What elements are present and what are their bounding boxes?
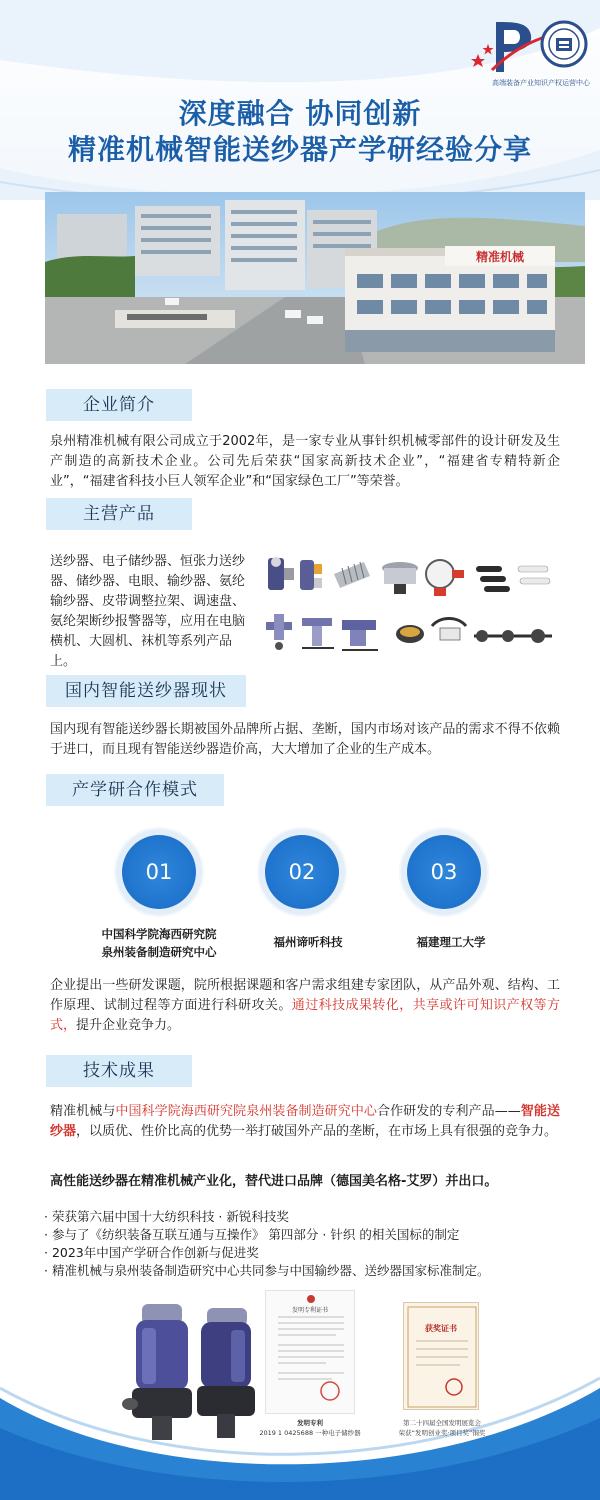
partner-name-1-line1: 中国科学院海西研究院	[101, 927, 217, 941]
product-electronic-storage-icon	[382, 562, 418, 594]
partner-name-1	[64, 925, 254, 961]
factory-sign: 精准机械	[475, 250, 525, 264]
section-header-products: 主营产品	[46, 498, 192, 530]
award-certificate-title: 获奖证书	[425, 1324, 457, 1333]
results-text-a: 精准机械与	[50, 1104, 116, 1119]
partner-name-3: 福建理工大学	[416, 935, 486, 949]
product-storage-feeder-icon	[334, 562, 370, 588]
product-yarn-feeder-2-icon	[300, 560, 322, 590]
section-header-results: 技术成果	[46, 1055, 192, 1087]
product-yarn-feeder-1-icon	[268, 557, 294, 590]
partner-name-1-line2: 泉州装备制造研究中心	[101, 945, 217, 959]
achievement-item: · 精准机械与泉州装备制造研究中心共同参与中国输纱器、送纱器国家标准制定。	[44, 1262, 574, 1280]
header-banner	[0, 0, 600, 200]
product-feeder-blue-1-icon	[266, 614, 292, 650]
award-caption-2-text: 荣获“发明创业奖·项目奖”铜奖	[398, 1429, 486, 1437]
results-product-highlight: 智能送纱器	[50, 1104, 560, 1139]
award-certificate	[403, 1302, 479, 1410]
page-title-line2: 精准机械智能送纱器产学研经验分享	[67, 133, 532, 166]
intro-text: 泉州精准机械有限公司成立于2002年，是一家专业从事针织机械零部件的设计研发及生产制造的高新技术企业。公司先后荣获“国家高新技术企业”，“福建省专精特新企业”，“福建省科技小巨人领军企业”和“国家绿色工厂”等荣誉。	[50, 434, 560, 489]
product-sensor-icon	[432, 619, 466, 641]
results-bold-statement: 高性能送纱器在精准机械产业化，替代进口品牌（德国美名格-艾罗）并出口。	[50, 1174, 498, 1189]
status-text: 国内现有智能送纱器长期被国外品牌所占据、垄断，国内市场对该产品的需求不得不依赖于进口，而且现有智能送纱器造价高，大大增加了企业的生产成本。	[50, 722, 560, 757]
page-title-line1: 深度融合 协同创新	[178, 97, 422, 130]
results-text	[50, 1102, 560, 1142]
product-speed-disc-icon	[396, 625, 424, 643]
patent-caption-1: 发明专利	[297, 1419, 323, 1427]
cooperation-text-a: 企业提出一些研发课题，院所根据课题和客户需求组建专家团队，从产品外观、结构、工作原理、试制过程等方面进行科研攻关。	[50, 978, 560, 1013]
cooperation-text-highlight: 通过科技成果转化，共享或许可知识产权等方式，	[50, 998, 560, 1033]
results-partner-highlight: 中国科学院海西研究院泉州装备制造研究中心	[115, 1104, 377, 1119]
achievement-item: · 2023年中国产学研合作创新与促进奖	[44, 1244, 574, 1262]
results-text-c: ，以质优、性价比高的优势一举打破国外产品的垄断，在市场上具有很强的竞争力。	[76, 1124, 558, 1139]
section-header-status: 国内智能送纱器现状	[46, 675, 246, 707]
patent-certificate-title: 发明专利证书	[291, 1307, 328, 1314]
factory-photo	[45, 192, 585, 364]
patent-caption-2: 2019 1 0425688 一种电子储纱器	[259, 1429, 361, 1437]
section-header-intro: 企业简介	[46, 389, 192, 421]
achievement-item: · 荣获第六届中国十大纺织科技 · 新锐科技奖	[44, 1208, 574, 1226]
cooperation-text-b: 提升企业竞争力。	[76, 1018, 181, 1033]
achievement-item: · 参与了《纺织装备互联互通与互操作》 第四部分 · 针织 的相关国标的制定	[44, 1226, 574, 1244]
results-text-b: 合作研发的专利产品——	[377, 1104, 521, 1119]
cooperation-text	[50, 976, 560, 1036]
section-header-cooperation: 产学研合作模式	[46, 774, 224, 806]
logo-caption: 高端装备产业知识产权运营中心	[492, 79, 590, 87]
products-text: 送纱器、电子储纱器、恒张力送纱器、储纱器、电眼、输纱器、氨纶输纱器、皮带调整拉架、调速盘、氨纶架断纱报警器等，应用在电脑横机、大圆机、袜机等系列产品上。	[50, 554, 246, 669]
award-caption-2	[382, 1428, 502, 1437]
achievements-list	[44, 1208, 574, 1280]
products-image	[262, 552, 558, 662]
product-rollers-icon	[476, 566, 550, 592]
product-feeder-blue-2-icon	[302, 618, 334, 648]
partner-number-3: 03	[407, 835, 481, 909]
product-belt-frame-icon	[474, 629, 552, 643]
partner-number-1: 01	[122, 835, 196, 909]
partner-number-2: 02	[265, 835, 339, 909]
product-tension-feeder-icon	[426, 560, 464, 596]
partner-name-2: 福州谛听科技	[273, 935, 343, 949]
award-caption-1: 第二十四届全国发明展览会	[403, 1419, 481, 1427]
patent-certificate	[265, 1290, 355, 1414]
product-feeder-blue-3-icon	[342, 620, 378, 650]
